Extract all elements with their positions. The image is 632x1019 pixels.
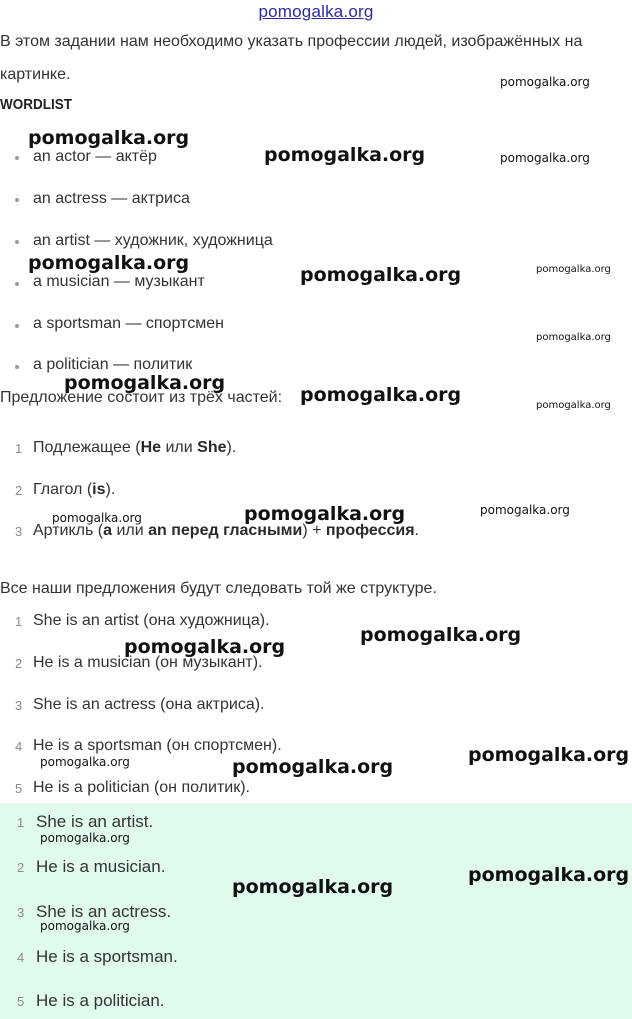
watermark: pomogalka.org [124,636,286,658]
intro-line-2: картинке. [0,66,71,83]
watermark: pomogalka.org [40,919,130,933]
answer-number: 1 [17,815,25,830]
watermark: pomogalka.org [480,503,570,517]
step-item-subject: Подлежащее (He или She). [33,439,237,456]
bullet [15,282,19,286]
answer-item: She is an actress. [36,902,172,921]
watermark: pomogalka.org [28,252,190,274]
step-number: 2 [15,483,23,498]
wordlist-item: a musician — музыкант [33,273,205,290]
examples-heading: Все наши предложения будут следовать той же структуре. [0,580,437,597]
example-number: 3 [15,698,23,713]
step-number: 1 [15,441,23,456]
wordlist-item: a sportsman — спортсмен [33,315,224,332]
watermark: pomogalka.org [536,264,611,275]
example-item: She is an actress (она актриса). [33,696,265,713]
watermark: pomogalka.org [28,127,190,149]
bullet [15,156,19,160]
watermark: pomogalka.org [264,144,426,166]
watermark: pomogalka.org [232,756,394,778]
example-item: He is a politician (он политик). [33,779,250,796]
watermark: pomogalka.org [500,75,590,89]
bullet [15,240,19,244]
bullet [15,198,19,202]
watermark: pomogalka.org [244,503,406,525]
example-number: 5 [15,781,23,796]
answer-number: 5 [17,994,25,1009]
site-header-link[interactable]: pomogalka.org [258,2,374,21]
wordlist-item: an actor — актёр [33,148,157,165]
wordlist-item: an artist — художник, художница [33,232,273,249]
answer-number: 4 [17,950,25,965]
answer-item: He is a politician. [36,991,165,1010]
watermark: pomogalka.org [468,864,630,886]
watermark: pomogalka.org [64,372,226,394]
watermark: pomogalka.org [300,264,462,286]
answer-item: She is an artist. [36,812,154,831]
watermark: pomogalka.org [468,744,630,766]
example-number: 4 [15,739,23,754]
wordlist-item: a politician — политик [33,356,193,373]
step-item-verb: Глагол (is). [33,481,116,498]
bullet [15,324,19,328]
watermark: pomogalka.org [360,624,522,646]
watermark: pomogalka.org [40,831,130,845]
example-item: He is a sportsman (он спортсмен). [33,737,282,754]
bullet [15,365,19,369]
watermark: pomogalka.org [536,400,611,411]
step-number: 3 [15,524,23,539]
step-item-article: Артикль (a или an перед гласными) + профессия. [33,522,419,539]
answer-item: He is a musician. [36,857,166,876]
watermark: pomogalka.org [500,151,590,165]
watermark: pomogalka.org [52,511,142,525]
structure-heading: Предложение состоит из трёх частей: [0,389,283,406]
wordlist-title: WORDLIST [0,96,72,113]
example-item: He is a musician (он музыкант). [33,654,263,671]
watermark: pomogalka.org [232,876,394,898]
example-item: She is an artist (она художница). [33,612,270,629]
answer-number: 3 [17,905,25,920]
answer-item: He is a sportsman. [36,947,178,966]
intro-line-1: В этом задании нам необходимо указать профессии людей, изображённых на [0,33,583,50]
example-number: 2 [15,656,23,671]
example-number: 1 [15,614,23,629]
wordlist-item: an actress — актриса [33,190,190,207]
watermark: pomogalka.org [300,384,462,406]
watermark: pomogalka.org [536,332,611,343]
answer-number: 2 [17,860,25,875]
watermark: pomogalka.org [40,755,130,769]
